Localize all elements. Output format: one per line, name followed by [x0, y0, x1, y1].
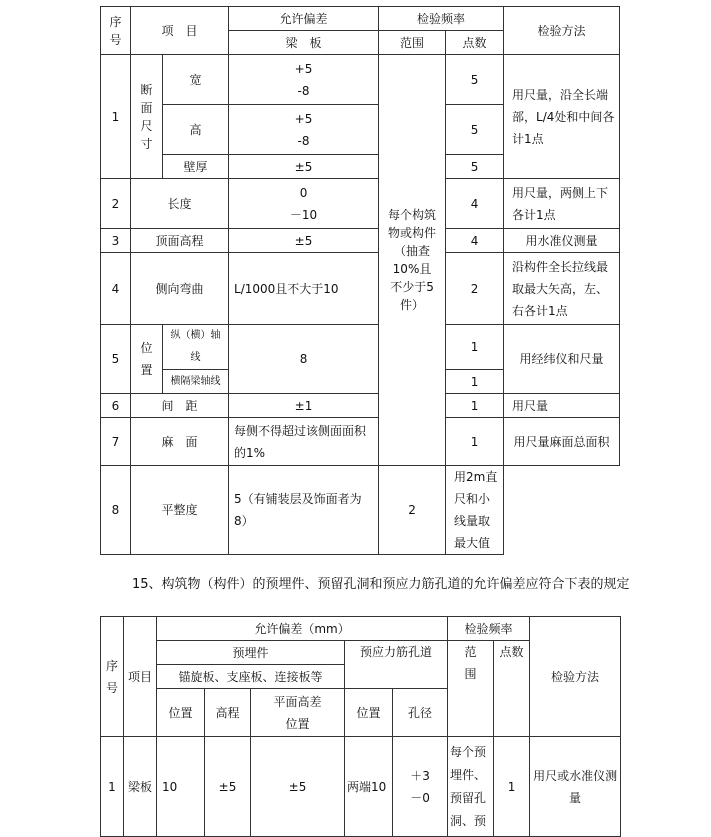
row5-method: 用经纬仪和尺量: [504, 325, 620, 394]
tolerance-table-2: [100, 616, 621, 837]
row1-no: 1: [101, 55, 131, 179]
row1-wide: 宽: [163, 55, 229, 105]
row8-no: 8: [101, 466, 131, 555]
row7-no: 7: [101, 418, 131, 466]
row1-wall-tol: ±5: [229, 155, 379, 179]
row5-tol: 8: [229, 325, 379, 394]
t2-header-flat: 平面高差 位置: [251, 689, 345, 737]
t2-row1-range: 每个预埋件、预留孔洞、预: [448, 737, 494, 837]
row5-pts-b: 1: [446, 370, 504, 394]
t2-header-range: 范 围: [448, 641, 494, 737]
row4-tol: L/1000且不大于10: [229, 253, 379, 325]
row3-item: 顶面高程: [131, 229, 229, 253]
t2-header-tolerance: 允许偏差（mm）: [157, 617, 448, 641]
row1-method: 用尺量，沿全长端部，L/4处和中间各计1点: [504, 55, 620, 179]
row8-method: 用2m直尺和小线量取最大值: [446, 466, 504, 555]
row6-item: 间 距: [131, 394, 229, 418]
t2-header-pos: 位置: [157, 689, 205, 737]
t2-header-embed-sub: 锚旋板、支座板、连接板等: [157, 665, 345, 689]
row2-item: 长度: [131, 179, 229, 229]
tolerance-table-1: [100, 6, 620, 555]
row5-pts-a: 1: [446, 325, 504, 370]
t2-header-item: 项目: [124, 617, 157, 737]
header-tolerance: 允许偏差: [229, 7, 379, 31]
t2-row1-pos: 10: [157, 737, 205, 837]
row8-tol: 5（有铺装层及饰面者为8）: [229, 466, 379, 555]
row4-pts: 2: [446, 253, 504, 325]
t2-header-elev: 高程: [205, 689, 251, 737]
row4-method: 沿构件全长拉线最取最大矢高，左、右各计1点: [504, 253, 620, 325]
row2-no: 2: [101, 179, 131, 229]
t2-row1-elev: ±5: [205, 737, 251, 837]
t2-header-frequency: 检验频率: [448, 617, 530, 641]
row8-pts: 2: [379, 466, 446, 555]
header-range: 范围: [379, 31, 446, 55]
row1-group: 断 面 尺 寸: [131, 55, 163, 179]
row6-pts: 1: [446, 394, 504, 418]
row3-method: 用水准仪测量: [504, 229, 620, 253]
t2-row1-pos2: 两端10: [345, 737, 393, 837]
t2-header-method: 检验方法: [530, 617, 621, 737]
row2-pts: 4: [446, 179, 504, 229]
row6-no: 6: [101, 394, 131, 418]
row7-tol: 每侧不得超过该侧面面积的1%: [229, 418, 379, 466]
row1-high-tol: +5 -8: [229, 105, 379, 155]
header-frequency: 检验频率: [379, 7, 504, 31]
row3-tol: ±5: [229, 229, 379, 253]
header-beam: 梁 板: [229, 31, 379, 55]
t2-header-embed: 预埋件: [157, 641, 345, 665]
t2-header-dia: 孔径: [393, 689, 448, 737]
row1-high-pts: 5: [446, 105, 504, 155]
row8-item: 平整度: [131, 466, 229, 555]
row7-method: 用尺量麻面总面积: [504, 418, 620, 466]
t2-row1-pts: 1: [494, 737, 530, 837]
t2-header-duct: 预应力筋孔道: [345, 641, 448, 689]
row6-method: 用尺量: [504, 394, 620, 418]
row4-item: 侧向弯曲: [131, 253, 229, 325]
row1-wall-pts: 5: [446, 155, 504, 179]
t2-row1-no: 1: [101, 737, 124, 837]
t2-row1-dia: ＋3 －0: [393, 737, 448, 837]
row7-pts: 1: [446, 418, 504, 466]
row4-no: 4: [101, 253, 131, 325]
row1-wide-pts: 5: [446, 55, 504, 105]
t2-header-pos2: 位置: [345, 689, 393, 737]
row2-tol: 0 －10: [229, 179, 379, 229]
section-paragraph: 15、构筑物（构件）的预埋件、预留孔洞和预应力筋孔道的允许偏差应符合下表的规定: [132, 577, 630, 592]
row5-axis-b: 横隔梁轴线: [163, 370, 229, 394]
header-seq: 序 号: [101, 7, 131, 55]
header-item: 项 目: [131, 7, 229, 55]
t2-header-points: 点数: [494, 641, 530, 737]
t2-row1-item: 梁板: [124, 737, 157, 837]
row5-group: 位 置: [131, 325, 163, 394]
header-points: 点数: [446, 31, 504, 55]
row3-no: 3: [101, 229, 131, 253]
row1-wide-tol: +5 -8: [229, 55, 379, 105]
row6-tol: ±1: [229, 394, 379, 418]
row5-no: 5: [101, 325, 131, 394]
t2-row1-flat: ±5: [251, 737, 345, 837]
row5-axis-a: 纵（横）轴线: [163, 325, 229, 370]
t2-header-seq: 序 号: [101, 617, 124, 737]
row2-method: 用尺量，两侧上下各计1点: [504, 179, 620, 229]
row3-pts: 4: [446, 229, 504, 253]
row1-high: 高: [163, 105, 229, 155]
t2-row1-method: 用尺或水准仪测量: [530, 737, 621, 837]
range-cell: 每个构筑物或构件（抽查10%且不少于5件）: [379, 55, 446, 466]
row7-item: 麻 面: [131, 418, 229, 466]
header-method: 检验方法: [504, 7, 620, 55]
row1-wall: 壁厚: [163, 155, 229, 179]
